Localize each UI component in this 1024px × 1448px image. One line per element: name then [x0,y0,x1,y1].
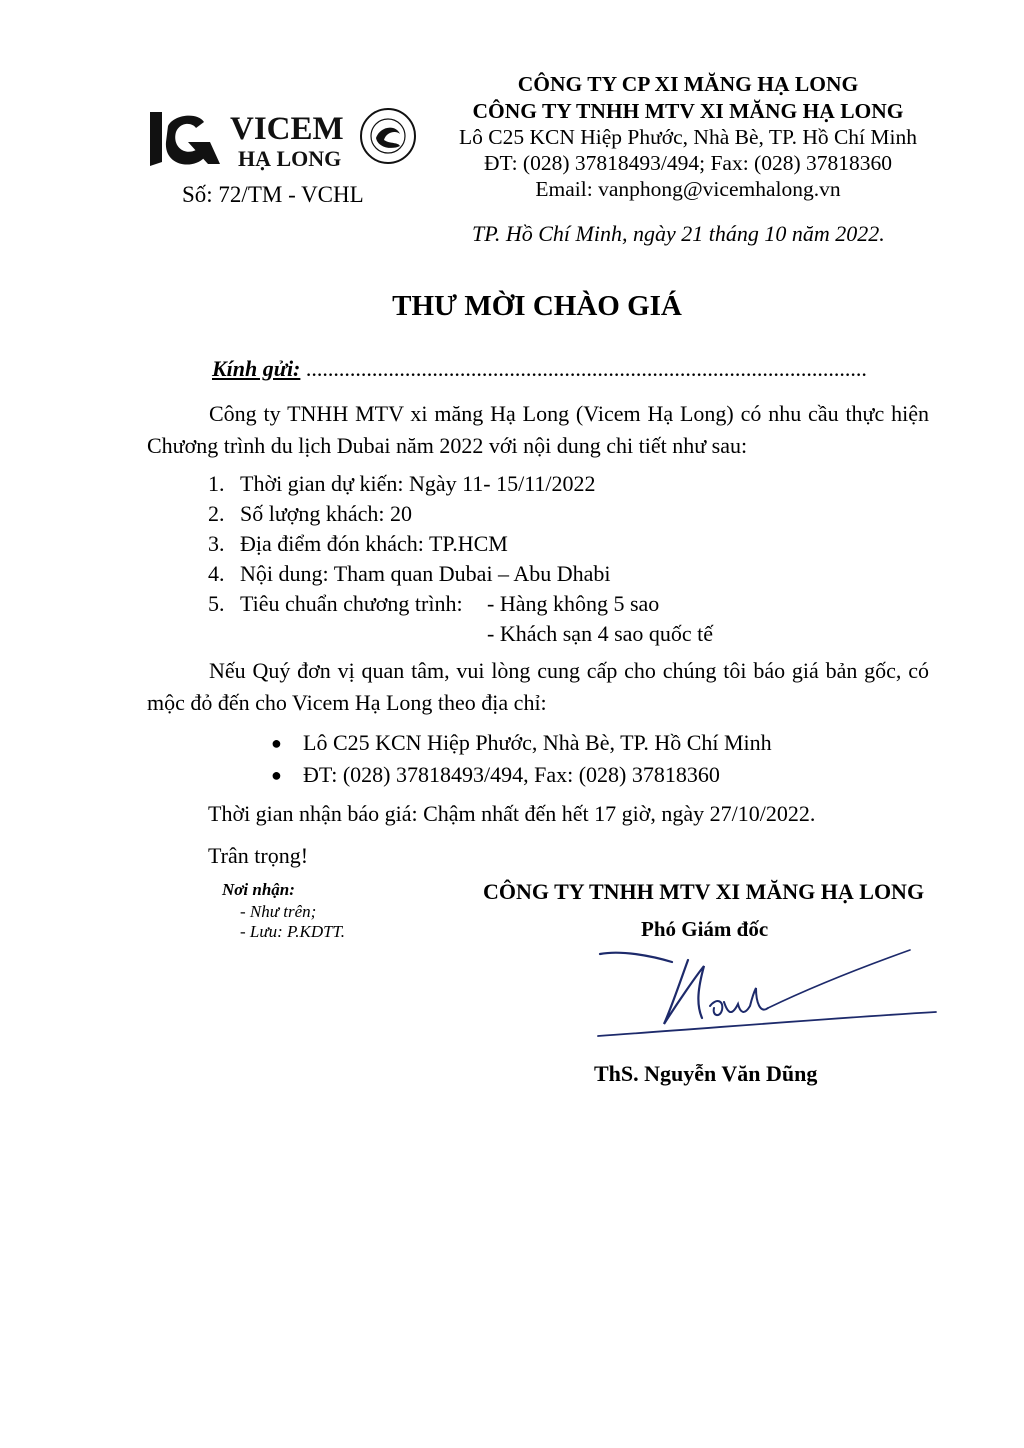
bullet-address: Lô C25 KCN Hiệp Phước, Nhà Bè, TP. Hồ Chí Minh [303,730,772,755]
list-item-number: 1. [208,471,225,496]
request-paragraph: Nếu Quý đơn vị quan tâm, vui lòng cung cấp cho chúng tôi báo giá bản gốc, có mộc đỏ đến cho Vicem Hạ Long theo địa chỉ: [147,658,929,715]
recipient-item: - Như trên; [240,902,317,921]
salutation [212,356,867,382]
company-logo [148,106,418,176]
bullet-icon: ● [271,765,282,785]
handwritten-signature [592,942,942,1047]
company-phone: ĐT: (028) 37818493/494; Fax: (028) 37818360 [484,151,892,175]
list-item: Nội dung: Tham quan Dubai – Abu Dhabi [240,561,611,586]
closing-text: Trân trọng! [208,843,309,868]
list-item-number: 2. [208,501,225,526]
list-item: Số lượng khách: 20 [240,501,413,526]
company-address: Lô C25 KCN Hiệp Phước, Nhà Bè, TP. Hồ Chí Minh [458,125,917,149]
seal-icon [361,109,415,163]
company-name-parent: CÔNG TY CP XI MĂNG HẠ LONG [517,72,859,96]
recipient-item: - Lưu: P.KDTT. [240,922,346,941]
deadline-text: Thời gian nhận báo giá: Chậm nhất đến hết 17 giờ, ngày 27/10/2022. [208,801,816,826]
reference-number: Số: 72/TM - VCHL [182,182,364,207]
logo-mark-icon [150,112,220,166]
company-name: CÔNG TY TNHH MTV XI MĂNG HẠ LONG [472,99,904,123]
logo-brand: VICEM [230,111,344,147]
logo-sub: HẠ LONG [238,146,342,171]
list-item: Địa điểm đón khách: TP.HCM [240,531,508,556]
signer-company: CÔNG TY TNHH MTV XI MĂNG HẠ LONG [483,879,925,904]
letter-date: TP. Hồ Chí Minh, ngày 21 tháng 10 năm 2022. [472,221,885,246]
salutation-dots: ...................................................................................................... [300,356,867,381]
document-title: THƯ MỜI CHÀO GIÁ [392,290,682,322]
bullet-phone: ĐT: (028) 37818493/494, Fax: (028) 37818360 [303,762,720,787]
recipients-label: Nơi nhận: [222,880,295,899]
list-item-number: 4. [208,561,225,586]
list-item: Tiêu chuẩn chương trình: [240,591,463,616]
list-item: Thời gian dự kiến: Ngày 11- 15/11/2022 [240,471,596,496]
bullet-icon: ● [271,733,282,753]
salutation-label: Kính gửi: [212,356,301,381]
signer-position: Phó Giám đốc [641,917,769,941]
standard-hotel: - Khách sạn 4 sao quốc tế [487,621,714,646]
list-item-number: 3. [208,531,225,556]
intro-paragraph: Công ty TNHH MTV xi măng Hạ Long (Vicem Hạ Long) có nhu cầu thực hiện Chương trình du lịch Dubai năm 2022 với nội dung chi tiết như sau: [147,401,929,458]
list-item-number: 5. [208,591,225,616]
standard-airline: - Hàng không 5 sao [487,591,660,616]
company-email: Email: vanphong@vicemhalong.vn [535,177,841,201]
signer-name: ThS. Nguyễn Văn Dũng [594,1061,818,1086]
